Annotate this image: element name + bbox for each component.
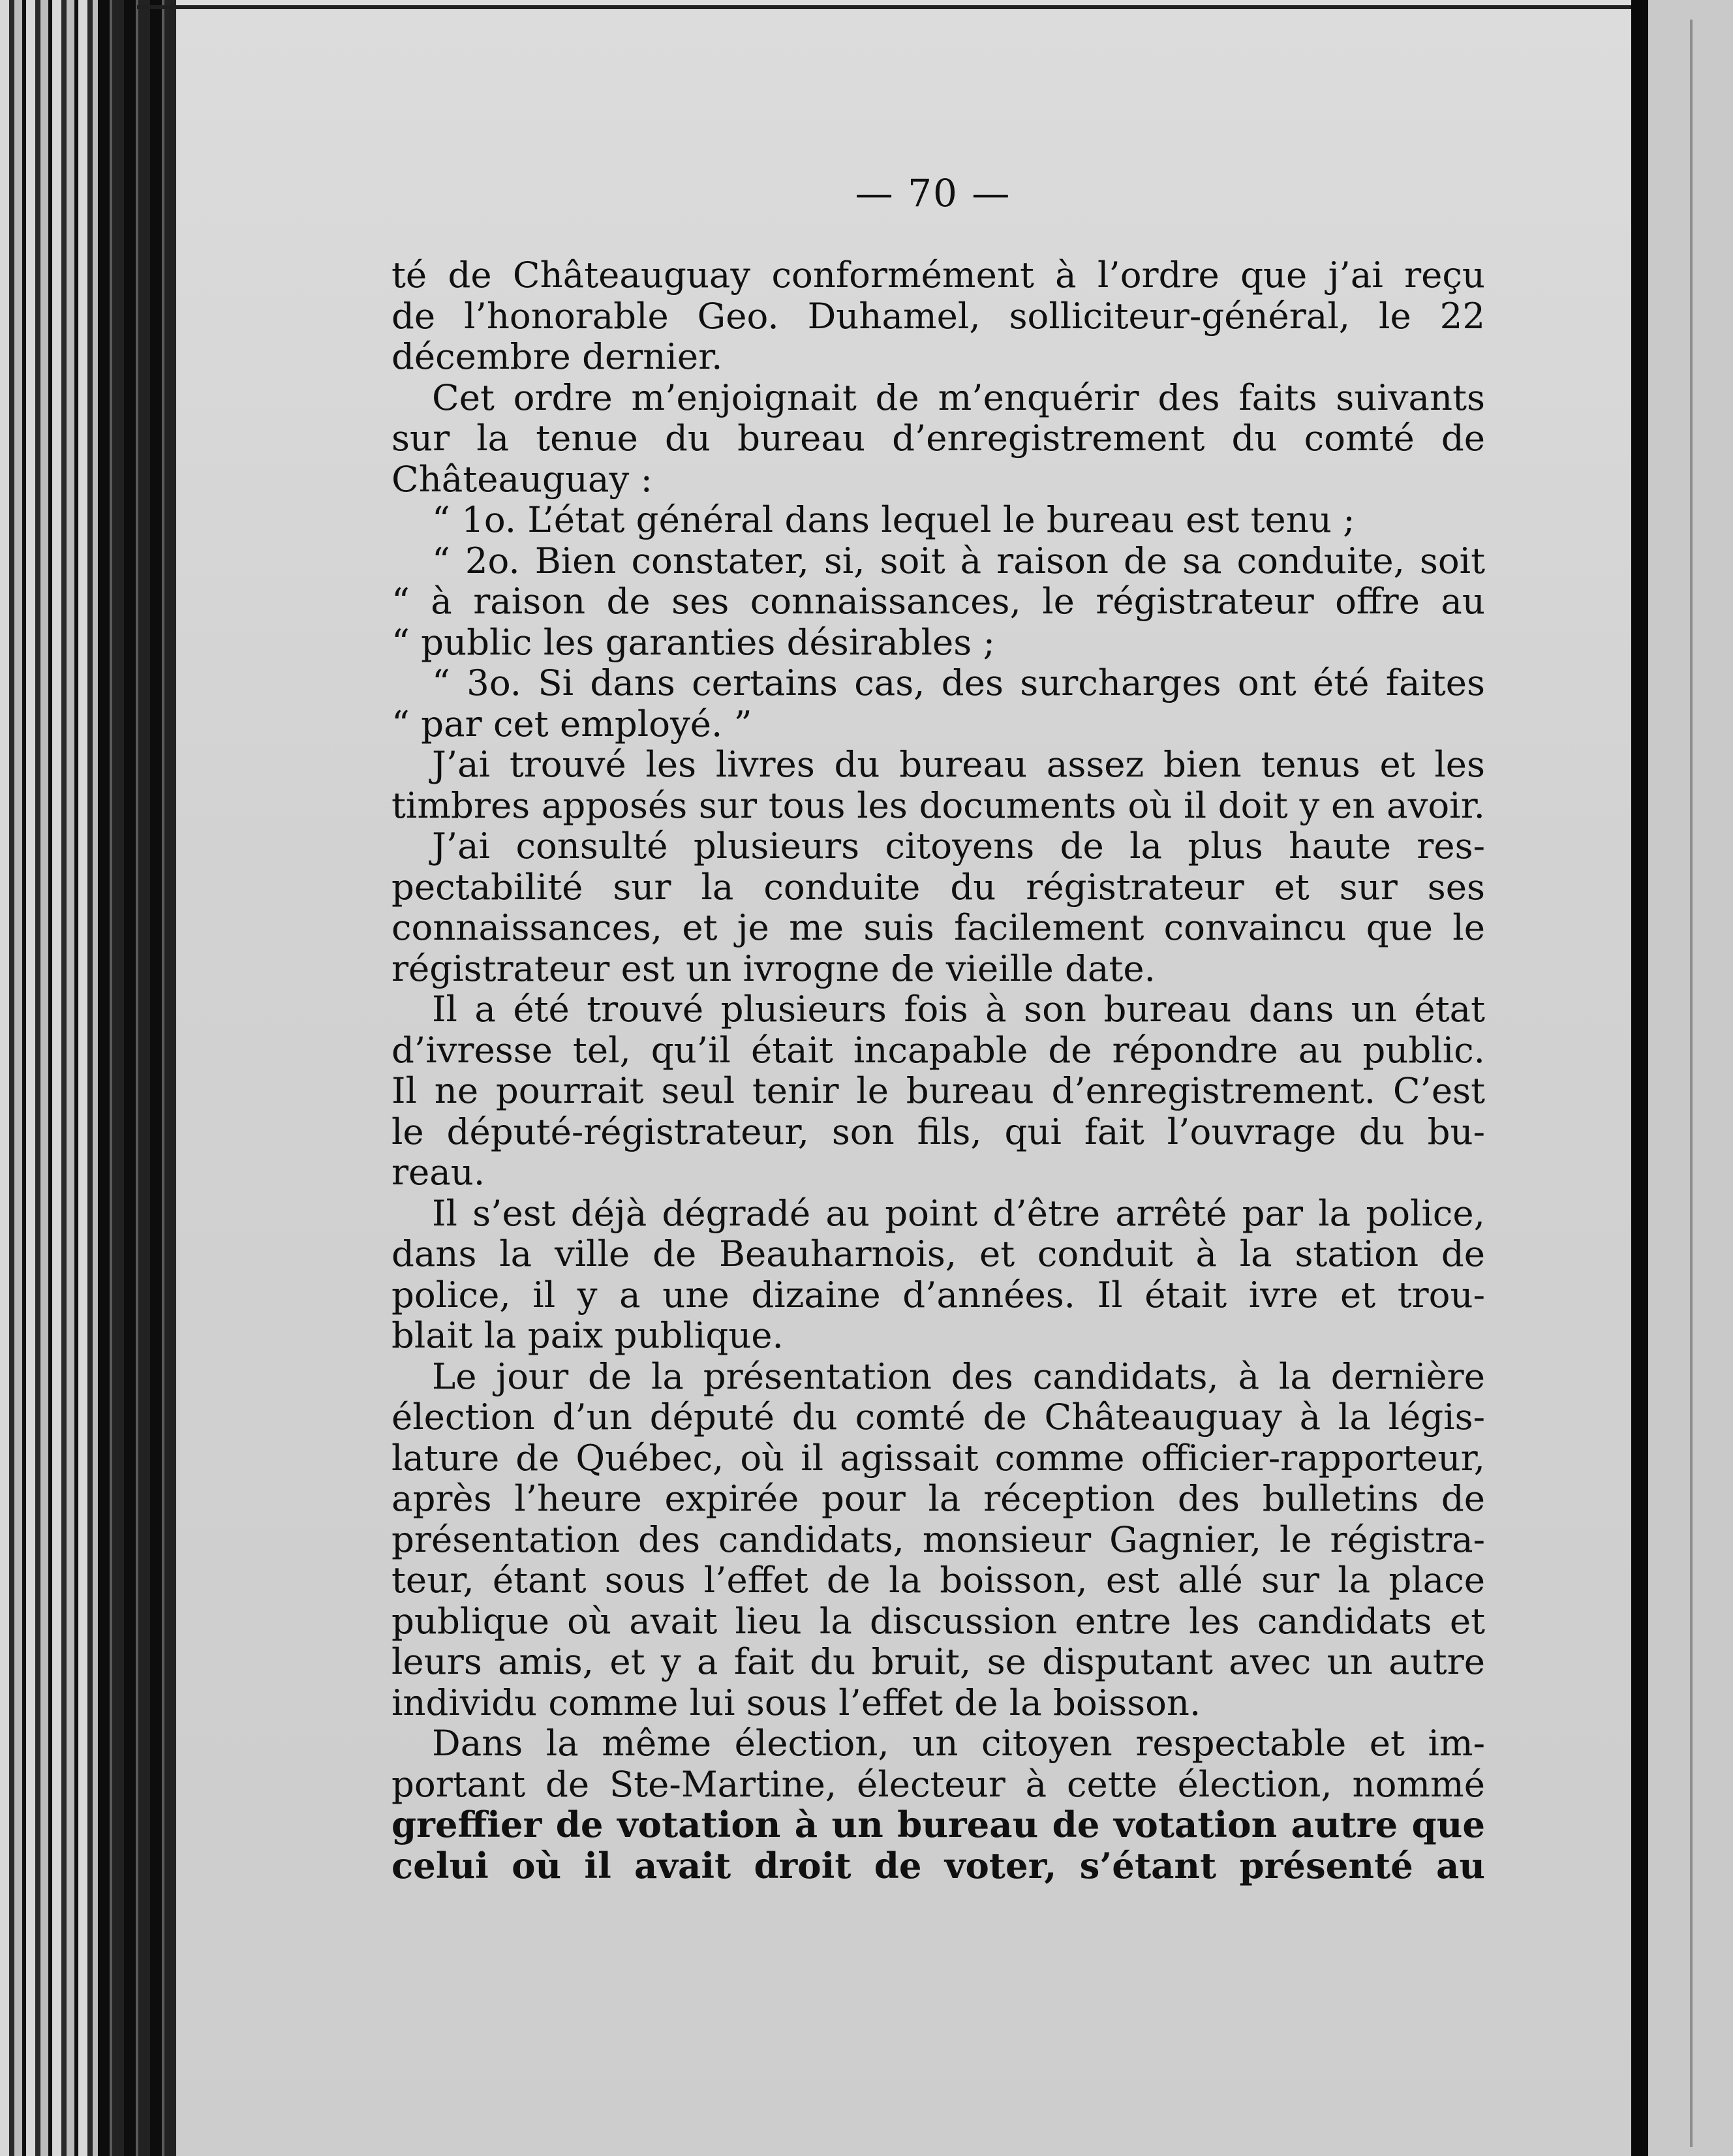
facing-page-line: [1690, 20, 1693, 2147]
text-line: greffier de votation à un bureau de votation autre que: [391, 1804, 1485, 1845]
text-line: “ à raison de ses connaissances, le régistrateur offre au: [391, 580, 1485, 622]
text-line: le député-régistrateur, son fils, qui fait l’ouvrage du bu-: [391, 1110, 1485, 1152]
text-line: “ 1o. L’état général dans lequel le bureau est tenu ;: [432, 499, 1355, 540]
text-line: sur la tenue du bureau d’enregistrement du comté de: [391, 417, 1485, 459]
text-line: “ par cet employé. ”: [391, 702, 752, 745]
text-line: Il s’est déjà dégradé au point d’être arrêté par la police,: [432, 1192, 1485, 1234]
text-line: après l’heure expirée pour la réception des bulletins de: [391, 1477, 1485, 1519]
text-line: leurs amis, et y a fait du bruit, se disputant avec un autre: [391, 1640, 1485, 1682]
text-line: pectabilité sur la conduite du régistrateur et sur ses: [391, 865, 1485, 908]
text-line: individu comme lui sous l’effet de la boisson.: [391, 1681, 1201, 1723]
text-line: Cet ordre m’enjoignait de m’enquérir des faits suivants: [432, 376, 1485, 418]
page-top-border: [137, 5, 1631, 9]
text-line: teur, étant sous l’effet de la boisson, est allé sur la place: [391, 1559, 1485, 1601]
text-line: timbres apposés sur tous les documents où il doit y en avoir.: [391, 784, 1485, 826]
text-line: présentation des candidats, monsieur Gagnier, le régistra-: [391, 1518, 1485, 1560]
text-line: d’ivresse tel, qu’il était incapable de répondre au public.: [391, 1028, 1485, 1071]
text-line: Il ne pourrait seul tenir le bureau d’enregistrement. C’est: [391, 1070, 1485, 1111]
text-line: Châteauguay :: [391, 457, 652, 500]
page-number: — 70 —: [855, 171, 1011, 215]
text-line: régistrateur est un ivrogne de vieille date.: [391, 947, 1156, 989]
text-line: de l’honorable Geo. Duhamel, solliciteur-général, le 22: [391, 294, 1485, 337]
text-line: dans la ville de Beauharnois, et conduit à la station de: [391, 1233, 1485, 1274]
text-line: Le jour de la présentation des candidats, à la dernière: [432, 1355, 1485, 1397]
text-line: Il a été trouvé plusieurs fois à son bureau dans un état: [432, 988, 1485, 1030]
text-line: reau.: [391, 1151, 485, 1193]
text-line: connaissances, et je me suis facilement convaincu que le: [391, 906, 1485, 948]
text-line: décembre dernier.: [391, 335, 723, 377]
page-edge-shadow: [98, 0, 176, 2156]
text-line: publique où avait lieu la discussion entre les candidats et: [391, 1599, 1485, 1642]
text-line: police, il y a une dizaine d’années. Il était ivre et trou-: [391, 1273, 1485, 1316]
text-line: élection d’un député du comté de Châteauguay à la légis-: [391, 1396, 1485, 1438]
text-line: “ 2o. Bien constater, si, soit à raison de sa conduite, soit: [432, 539, 1485, 581]
text-line: Dans la même élection, un citoyen respectable et im-: [432, 1722, 1485, 1764]
page-gutter: [1631, 0, 1648, 2156]
body-text: [391, 254, 1485, 1886]
text-line: “ public les garanties désirables ;: [391, 621, 995, 663]
text-line: celui où il avait droit de voter, s’étant présenté au: [391, 1844, 1485, 1886]
text-line: “ 3o. Si dans certains cas, des surcharges ont été faites: [432, 662, 1485, 703]
text-line: blait la paix publique.: [391, 1314, 784, 1356]
text-line: portant de Ste-Martine, électeur à cette élection, nommé: [391, 1763, 1485, 1805]
text-line: té de Châteauguay conformément à l’ordre que j’ai reçu: [391, 254, 1485, 296]
text-line: lature de Québec, où il agissait comme officier-rapporteur,: [391, 1436, 1485, 1479]
text-line: J’ai consulté plusieurs citoyens de la plus haute res-: [432, 825, 1485, 867]
text-line: J’ai trouvé les livres du bureau assez bien tenus et les: [432, 743, 1485, 785]
